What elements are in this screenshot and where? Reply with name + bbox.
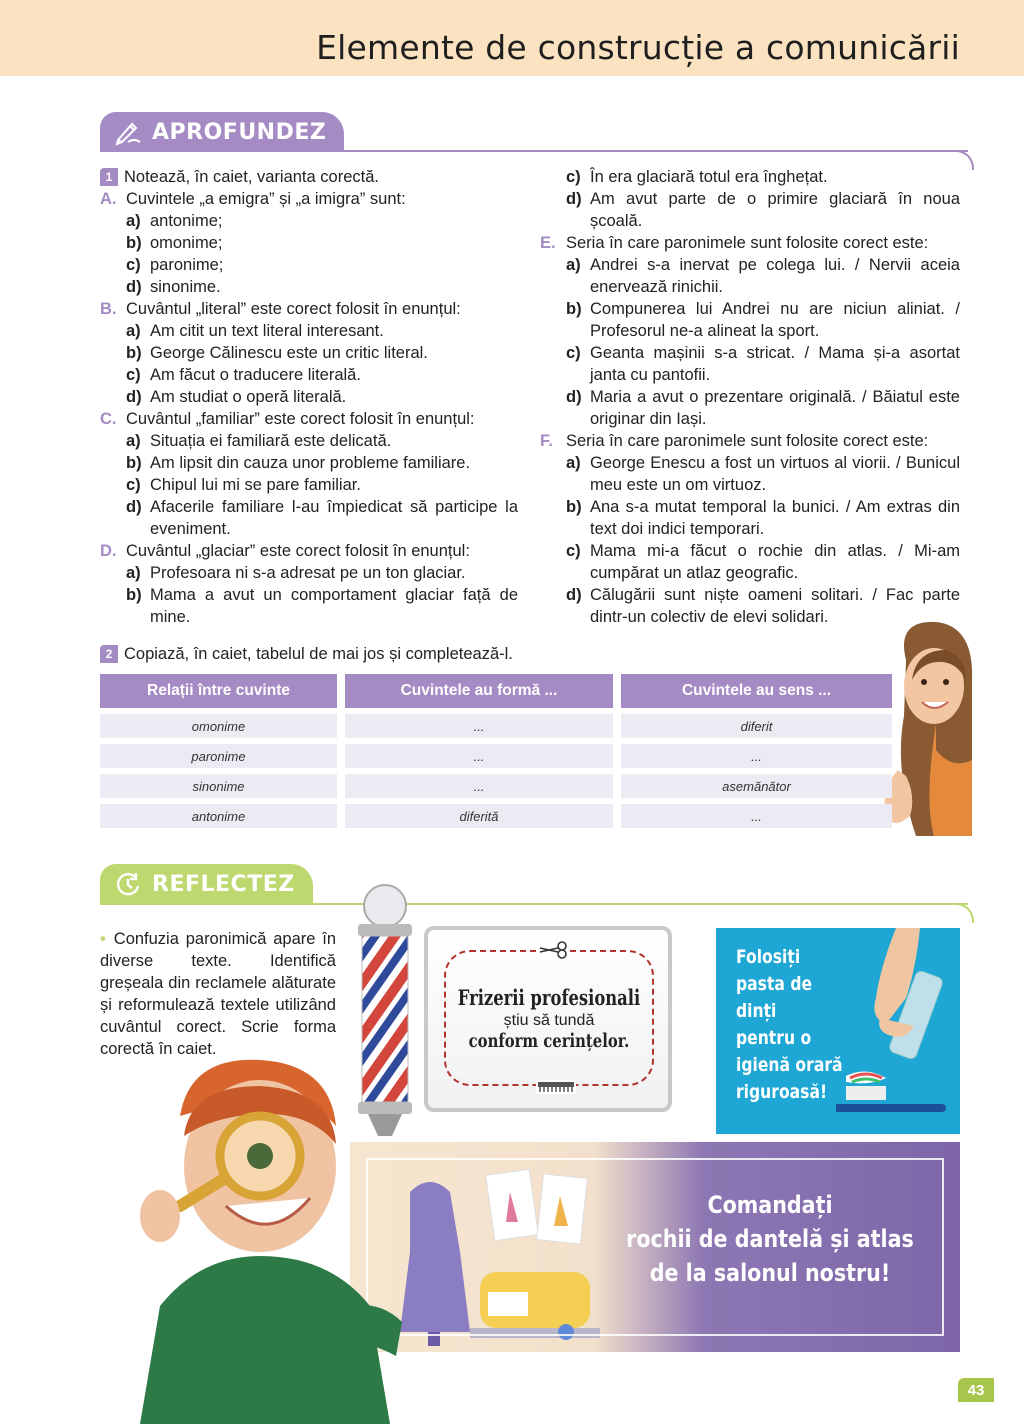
- table-cell: omonime: [100, 714, 337, 738]
- section-label: REFLECTEZ: [152, 871, 295, 897]
- table-cell: sinonime: [100, 774, 337, 798]
- option: c) Geanta mașinii s-a stricat. / Mama și-a asortat janta cu pantofii.: [566, 344, 960, 384]
- option: d) sinonime.: [126, 278, 221, 296]
- option: a) Profesoara ni s-a adresat pe un ton glaciar.: [126, 564, 466, 582]
- option: d) Afacerile familiare l-au împiedicat să participe la eveniment.: [126, 498, 518, 538]
- ad-toothpaste-text: Folosiți pasta de dinți pentru o igienă orară riguroasă!: [736, 946, 843, 1103]
- ad-barber-frame: [444, 950, 654, 1086]
- ad-barber: [424, 926, 672, 1112]
- question-D: D. Cuvântul „glaciar” este corect folosit în enunțul:: [100, 542, 470, 560]
- exercise-column-right: [540, 166, 960, 628]
- option: c) paronime;: [126, 256, 224, 274]
- option: c) În era glaciară totul era înghețat.: [566, 168, 828, 186]
- option: a) antonime;: [126, 212, 223, 230]
- option: b) Compunerea lui Andrei nu are niciun aliniat. / Profesorul ne-a alineat la sport.: [566, 300, 960, 340]
- ad-barber-line3: conform cerințelor.: [468, 1029, 630, 1052]
- option: d) Călugării sunt niște oameni solitari. / Fac parte dintr-un colectiv de elevi solidari.: [566, 586, 960, 626]
- section-label: APROFUNDEZ: [152, 119, 327, 145]
- table-cell: ...: [621, 744, 892, 768]
- boy-magnifier-illustration: [140, 1056, 460, 1424]
- relations-table: [100, 674, 892, 828]
- reflect-instruction: • Confuzia paronimică apare în diverse texte. Identifică greșeala din reclamele alăturate și reformulează textele utilizând cuvântul corect. Scrie forma corectă în caiet.: [100, 930, 336, 1058]
- option: a) Am citit un text literal interesant.: [126, 322, 384, 340]
- section-tab-reflectez: [100, 864, 313, 904]
- table-cell: asemănător: [621, 774, 892, 798]
- table-row: [100, 744, 892, 768]
- table-cell: ...: [345, 744, 613, 768]
- table-cell: diferită: [345, 804, 613, 828]
- pencil-hand-icon: [114, 118, 142, 146]
- option: b) Am lipsit din cauza unor probleme familiare.: [126, 454, 471, 472]
- question-B: B. Cuvântul „literal” este corect folosit în enunțul:: [100, 300, 461, 318]
- comb-icon: [536, 1080, 576, 1094]
- table-cell: ...: [621, 804, 892, 828]
- task-2-instruction: 2 Copiază, în caiet, tabelul de mai jos și completează-l.: [100, 645, 513, 664]
- section-divider: [100, 903, 968, 905]
- section-divider: [100, 150, 968, 152]
- option: a) George Enescu a fost un virtuos al viorii. / Bunicul meu este un om virtuoz.: [566, 454, 960, 494]
- option: b) Ana s-a mutat temporal la bunici. / Am extras din text doi indici temporari.: [566, 498, 960, 538]
- page-title: Elemente de construcție a comunicării: [316, 28, 960, 67]
- bullet-icon: •: [100, 930, 106, 948]
- option: d) Am studiat o operă literală.: [126, 388, 347, 406]
- option: c) Mama mi-a făcut o rochie din atlas. / Mi-am cumpărat un atlaz geografic.: [566, 542, 960, 582]
- ad-barber-line1: Frizerii profesionali: [457, 984, 641, 1010]
- ad-toothpaste: [716, 928, 960, 1134]
- option: d) Maria a avut o prezentare originală. / Băiatul este originar din Iași.: [566, 388, 960, 428]
- clock-refresh-icon: [114, 870, 142, 898]
- option: a) Andrei s-a inervat pe colega lui. / Nervii aceia enervează rinichii.: [566, 256, 960, 296]
- option: b) Mama a avut un comportament glaciar față de mine.: [126, 586, 518, 626]
- toothpaste-hand-illustration: [836, 928, 960, 1134]
- table-row: [100, 804, 892, 828]
- section-divider-curve: [950, 903, 974, 923]
- task-number-badge: 2: [100, 645, 118, 663]
- table-cell: antonime: [100, 804, 337, 828]
- question-E: E. Seria în care paronimele sunt folosite corect este:: [540, 234, 929, 252]
- task-1-instruction: 1 Notează, în caiet, varianta corectă.: [100, 166, 518, 188]
- option: b) George Călinescu este un critic literal.: [126, 344, 428, 362]
- option: d) Am avut parte de o primire glaciară în noua școală.: [566, 190, 960, 230]
- ad-barber-line2: știu să tundă: [503, 1011, 595, 1029]
- ad-dress-text: Comandați rochii de dantelă și atlas de la salonul nostru!: [626, 1191, 914, 1287]
- page-number: 43: [958, 1378, 994, 1402]
- task-number-badge: 1: [100, 168, 118, 186]
- table-header-cell: Cuvintele au sens ...: [621, 674, 892, 708]
- exercise-column-left: [100, 166, 518, 628]
- option: c) Am făcut o traducere literală.: [126, 366, 361, 384]
- question-A: A. Cuvintele „a emigra” și „a imigra” sunt:: [100, 190, 406, 208]
- option: c) Chipul lui mi se pare familiar.: [126, 476, 361, 494]
- scissors-icon: [538, 940, 568, 960]
- question-C: C. Cuvântul „familiar” este corect folosit în enunțul:: [100, 410, 475, 428]
- table-header: [100, 674, 892, 708]
- option: a) Situația ei familiară este delicată.: [126, 432, 392, 450]
- table-cell: paronime: [100, 744, 337, 768]
- table-cell: diferit: [621, 714, 892, 738]
- option: b) omonime;: [126, 234, 223, 252]
- table-header-cell: Cuvintele au formă ...: [345, 674, 613, 708]
- table-cell: ...: [345, 714, 613, 738]
- table-header-cell: Relații între cuvinte: [100, 674, 337, 708]
- table-cell: ...: [345, 774, 613, 798]
- table-row: [100, 774, 892, 798]
- section-tab-aprofundez: [100, 112, 344, 152]
- question-F: F. Seria în care paronimele sunt folosite corect este:: [540, 432, 929, 450]
- table-row: [100, 714, 892, 738]
